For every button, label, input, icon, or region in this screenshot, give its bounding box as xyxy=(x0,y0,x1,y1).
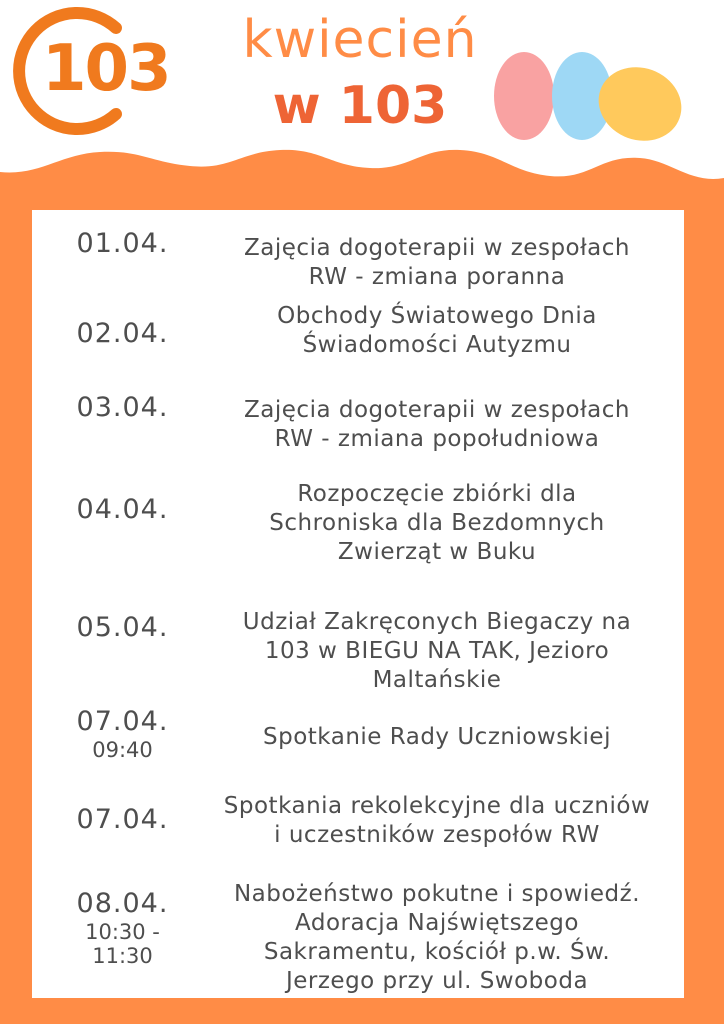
event-text: Zajęcia dogoterapii w zespołach RW - zmiana poranna xyxy=(244,235,630,290)
header-area xyxy=(0,0,724,200)
event-date: 02.04. xyxy=(76,318,169,349)
page-title-school: w 103 xyxy=(272,76,448,136)
event-text: Spotkanie Rady Uczniowskiej xyxy=(263,724,611,750)
event-date: 08.04. xyxy=(76,888,169,919)
logo xyxy=(6,6,170,136)
easter-eggs-icon xyxy=(490,44,690,149)
event-text: Spotkania rekolekcyjne dla uczniów i uczestników zespołów RW xyxy=(223,793,651,848)
event-text: Rozpoczęcie zbiórki dla Schroniska dla Bezdomnych Zwierząt w Buku xyxy=(269,481,605,565)
event-date: 05.04. xyxy=(76,612,169,643)
event-date: 01.04. xyxy=(76,228,169,259)
event-text: Obchody Światowego Dnia Świadomości Autyzmu xyxy=(277,303,597,358)
event-date: 07.04. xyxy=(76,706,169,737)
logo-number: 103 xyxy=(42,32,170,106)
event-time: 09:40 xyxy=(92,738,153,762)
event-text: Nabożeństwo pokutne i spowiedź. Adoracja Najświętszego Sakramentu, kościół p.w. Św. Jerzego przy ul. Swoboda xyxy=(233,881,641,994)
event-time: 10:30 - 11:30 xyxy=(85,920,160,968)
event-date: 04.04. xyxy=(76,494,169,525)
event-text: Zajęcia dogoterapii w zespołach RW - zmiana popołudniowa xyxy=(244,397,630,452)
page-title-month: kwiecień xyxy=(242,10,478,70)
event-text: Udział Zakręconych Biegaczy na 103 w BIEGU NA TAK, Jezioro Maltańskie xyxy=(242,609,632,693)
events-panel xyxy=(32,210,684,998)
event-date: 03.04. xyxy=(76,392,169,423)
event-date: 07.04. xyxy=(76,804,169,835)
